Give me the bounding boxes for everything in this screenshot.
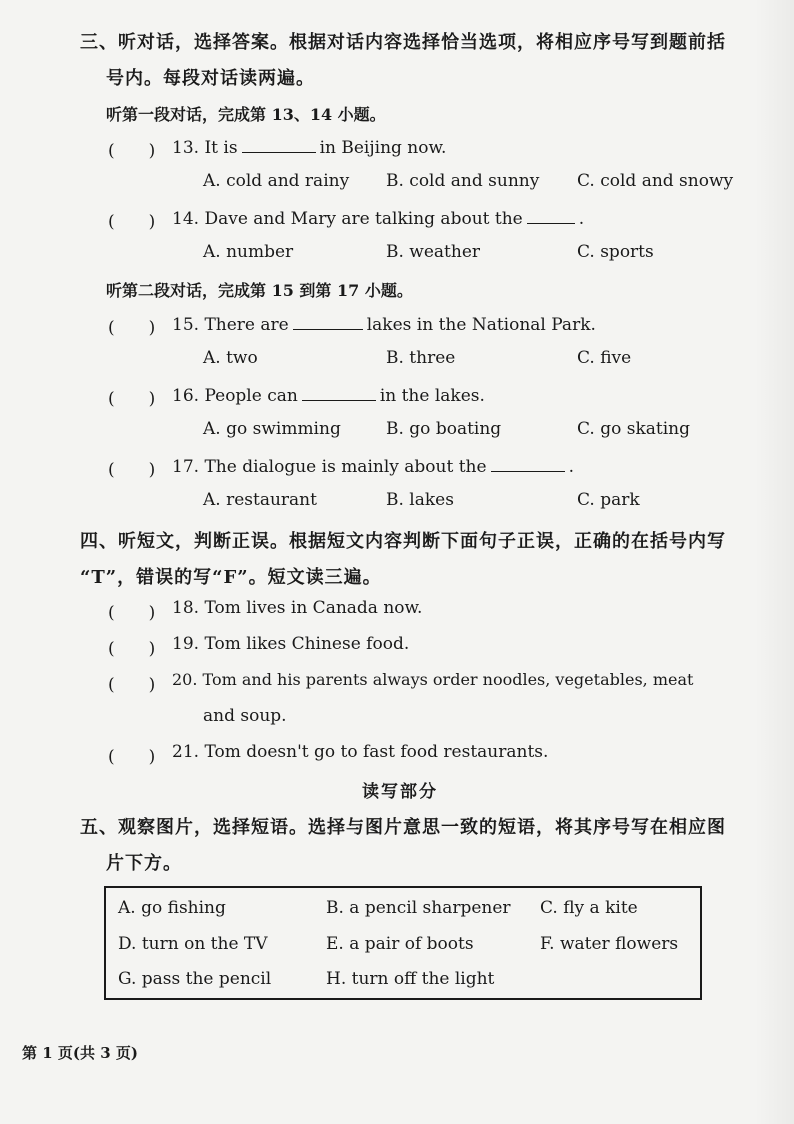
page-edge-shadow bbox=[754, 0, 794, 1124]
option-17-b: B. lakes bbox=[386, 490, 454, 510]
answer-blank bbox=[491, 455, 565, 472]
question-text: There are bbox=[204, 315, 289, 335]
answer-paren-13[interactable]: ( ) bbox=[108, 141, 156, 161]
question-text: Tom likes Chinese food. bbox=[204, 634, 410, 654]
phrase-options-box bbox=[104, 886, 702, 1000]
answer-paren-17[interactable]: ( ) bbox=[108, 460, 156, 480]
question-number: 14. bbox=[172, 209, 200, 229]
phrase-h: H. turn off the light bbox=[326, 969, 495, 989]
phrase-f: F. water flowers bbox=[540, 934, 679, 954]
question-19 bbox=[172, 634, 409, 654]
question-number: 18. bbox=[172, 598, 200, 618]
question-number: 20. bbox=[172, 670, 198, 689]
question-text: . bbox=[568, 457, 574, 477]
question-text: The dialogue is mainly about the bbox=[204, 457, 487, 477]
option-15-a: A. two bbox=[203, 348, 258, 368]
option-14-a: A. number bbox=[203, 242, 294, 262]
phrase-c: C. fly a kite bbox=[540, 898, 638, 918]
answer-blank bbox=[527, 207, 575, 224]
question-text: Dave and Mary are talking about the bbox=[204, 209, 523, 229]
question-15 bbox=[172, 313, 596, 335]
question-text: Tom doesn't go to fast food restaurants. bbox=[204, 742, 549, 762]
phrase-d: D. turn on the TV bbox=[118, 934, 268, 954]
question-text: Tom and his parents always order noodles, vegetables, meat bbox=[202, 670, 694, 689]
question-16 bbox=[172, 384, 485, 406]
question-text: . bbox=[578, 209, 585, 229]
dialog1-intro: 听第一段对话，完成第 13、14 小题。 bbox=[106, 105, 386, 124]
option-14-c: C. sports bbox=[577, 242, 654, 262]
question-number: 17. bbox=[172, 457, 200, 477]
question-13 bbox=[172, 136, 446, 158]
question-number: 15. bbox=[172, 315, 200, 335]
answer-paren-21[interactable]: ( ) bbox=[108, 747, 156, 767]
question-20-continued: and soup. bbox=[203, 706, 287, 726]
question-number: 19. bbox=[172, 634, 200, 654]
answer-paren-20[interactable]: ( ) bbox=[108, 675, 156, 695]
question-text: in the lakes. bbox=[379, 386, 485, 406]
answer-paren-15[interactable]: ( ) bbox=[108, 318, 156, 338]
question-21 bbox=[172, 742, 548, 762]
phrase-a: A. go fishing bbox=[118, 898, 226, 918]
section4-heading-line1: 四、听短文，判断正误。根据短文内容判断下面句子正误，正确的在括号内写 bbox=[80, 531, 726, 552]
answer-paren-16[interactable]: ( ) bbox=[108, 389, 156, 409]
question-text: in Beijing now. bbox=[319, 138, 447, 158]
question-20 bbox=[172, 670, 693, 689]
section5-heading-line2: 片下方。 bbox=[106, 853, 182, 874]
answer-blank bbox=[293, 313, 363, 330]
reading-writing-title: 读写部分 bbox=[362, 782, 438, 802]
answer-blank bbox=[242, 136, 316, 153]
question-text: Tom lives in Canada now. bbox=[204, 598, 423, 618]
section3-heading-line2: 号内。每段对话读两遍。 bbox=[106, 68, 315, 89]
question-text: lakes in the National Park. bbox=[366, 315, 596, 335]
section3-heading-line1: 三、听对话，选择答案。根据对话内容选择恰当选项，将相应序号写到题前括 bbox=[80, 32, 726, 53]
option-13-a: A. cold and rainy bbox=[203, 171, 350, 191]
question-number: 13. bbox=[172, 138, 200, 158]
question-number: 21. bbox=[172, 742, 200, 762]
dialog2-intro: 听第二段对话，完成第 15 到第 17 小题。 bbox=[106, 281, 413, 300]
phrase-e: E. a pair of boots bbox=[326, 934, 474, 954]
question-17 bbox=[172, 455, 574, 477]
answer-paren-19[interactable]: ( ) bbox=[108, 639, 156, 659]
answer-paren-14[interactable]: ( ) bbox=[108, 212, 156, 232]
question-14 bbox=[172, 207, 584, 229]
option-16-a: A. go swimming bbox=[203, 419, 341, 439]
answer-paren-18[interactable]: ( ) bbox=[108, 603, 156, 623]
phrase-b: B. a pencil sharpener bbox=[326, 898, 511, 918]
option-17-c: C. park bbox=[577, 490, 640, 510]
question-text: It is bbox=[204, 138, 238, 158]
question-number: 16. bbox=[172, 386, 200, 406]
answer-blank bbox=[302, 384, 376, 401]
section5-heading-line1: 五、观察图片，选择短语。选择与图片意思一致的短语，将其序号写在相应图 bbox=[80, 817, 726, 838]
option-15-b: B. three bbox=[386, 348, 456, 368]
question-text: People can bbox=[204, 386, 298, 406]
option-14-b: B. weather bbox=[386, 242, 481, 262]
option-16-c: C. go skating bbox=[577, 419, 690, 439]
question-18 bbox=[172, 598, 422, 618]
option-16-b: B. go boating bbox=[386, 419, 502, 439]
option-13-c: C. cold and snowy bbox=[577, 171, 734, 191]
option-13-b: B. cold and sunny bbox=[386, 171, 540, 191]
page-footer: 第 1 页(共 3 页) bbox=[22, 1044, 138, 1062]
phrase-g: G. pass the pencil bbox=[118, 969, 272, 989]
section4-heading-line2: “T”，错误的写“F”。短文读三遍。 bbox=[80, 567, 382, 588]
option-17-a: A. restaurant bbox=[203, 490, 317, 510]
option-15-c: C. five bbox=[577, 348, 632, 368]
